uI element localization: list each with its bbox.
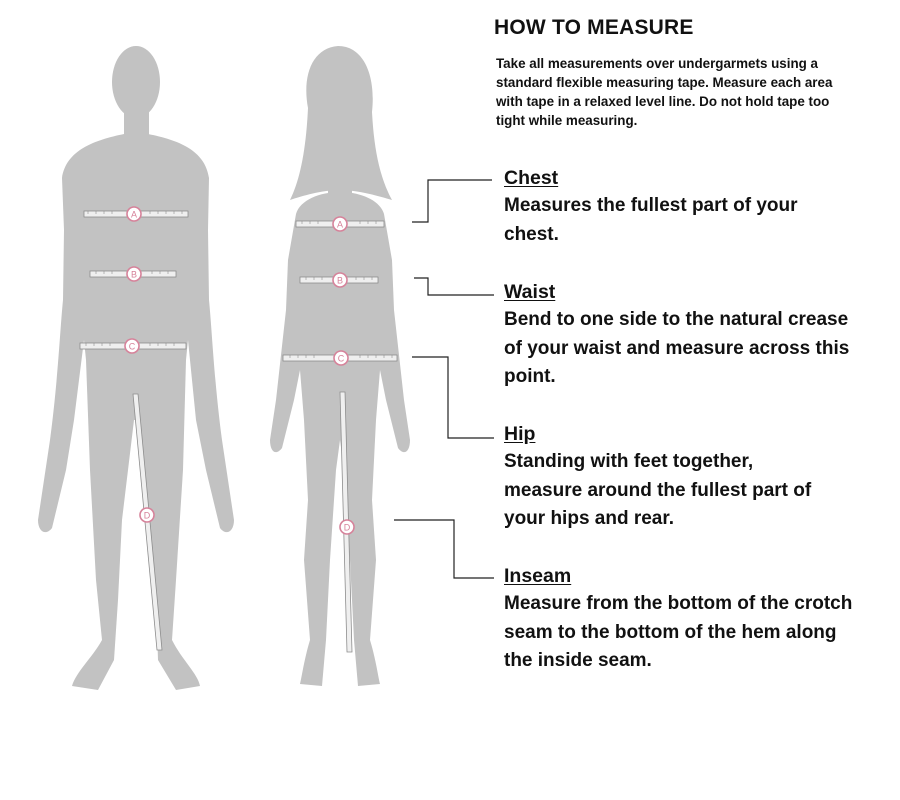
female-marker-a [333, 217, 347, 231]
marker-label: B [130, 269, 138, 280]
hip-leader-line [412, 357, 494, 438]
chest-section [504, 166, 894, 249]
leader-lines [394, 180, 494, 578]
chest-label: Chest [504, 167, 559, 189]
male-marker-a [127, 207, 141, 221]
hip-label: Hip [504, 423, 536, 445]
male-marker-d [140, 508, 154, 522]
marker-label: C [337, 353, 345, 364]
hip-description: Standing with feet together, measure around the fullest part of your hips and rear. [504, 451, 812, 529]
inseam-leader-line [394, 520, 494, 578]
male-figure [38, 46, 234, 690]
male-marker-c [125, 339, 139, 353]
marker-label: A [336, 219, 344, 230]
female-marker-c [334, 351, 348, 365]
inseam-description: Measure from the bottom of the crotch seam to the bottom of the hem along the inside seam. [504, 593, 853, 671]
marker-label: D [343, 522, 351, 533]
chest-leader-line [412, 180, 492, 222]
marker-label: A [130, 209, 138, 220]
marker-label: C [128, 341, 136, 352]
female-figure [270, 46, 410, 686]
waist-section [504, 280, 894, 392]
waist-label: Waist [504, 281, 556, 303]
intro-text: Take all measurements over undergarmets using a standard flexible measuring tape. Measure each area with tape in a relaxed level line. Do not hold tape too tight while measuring. [496, 56, 833, 128]
waist-description: Bend to one side to the natural crease of your waist and measure across this point. [504, 309, 850, 387]
male-marker-b [127, 267, 141, 281]
chest-description: Measures the fullest part of your chest. [504, 195, 798, 245]
inseam-label: Inseam [504, 565, 572, 587]
female-marker-b [333, 273, 347, 287]
marker-label: D [143, 510, 151, 521]
marker-label: B [336, 275, 344, 286]
female-marker-d [340, 520, 354, 534]
waist-leader-line [414, 278, 494, 295]
page-title: HOW TO MEASURE [494, 16, 694, 39]
inseam-section [504, 564, 894, 676]
hip-section [504, 422, 894, 534]
